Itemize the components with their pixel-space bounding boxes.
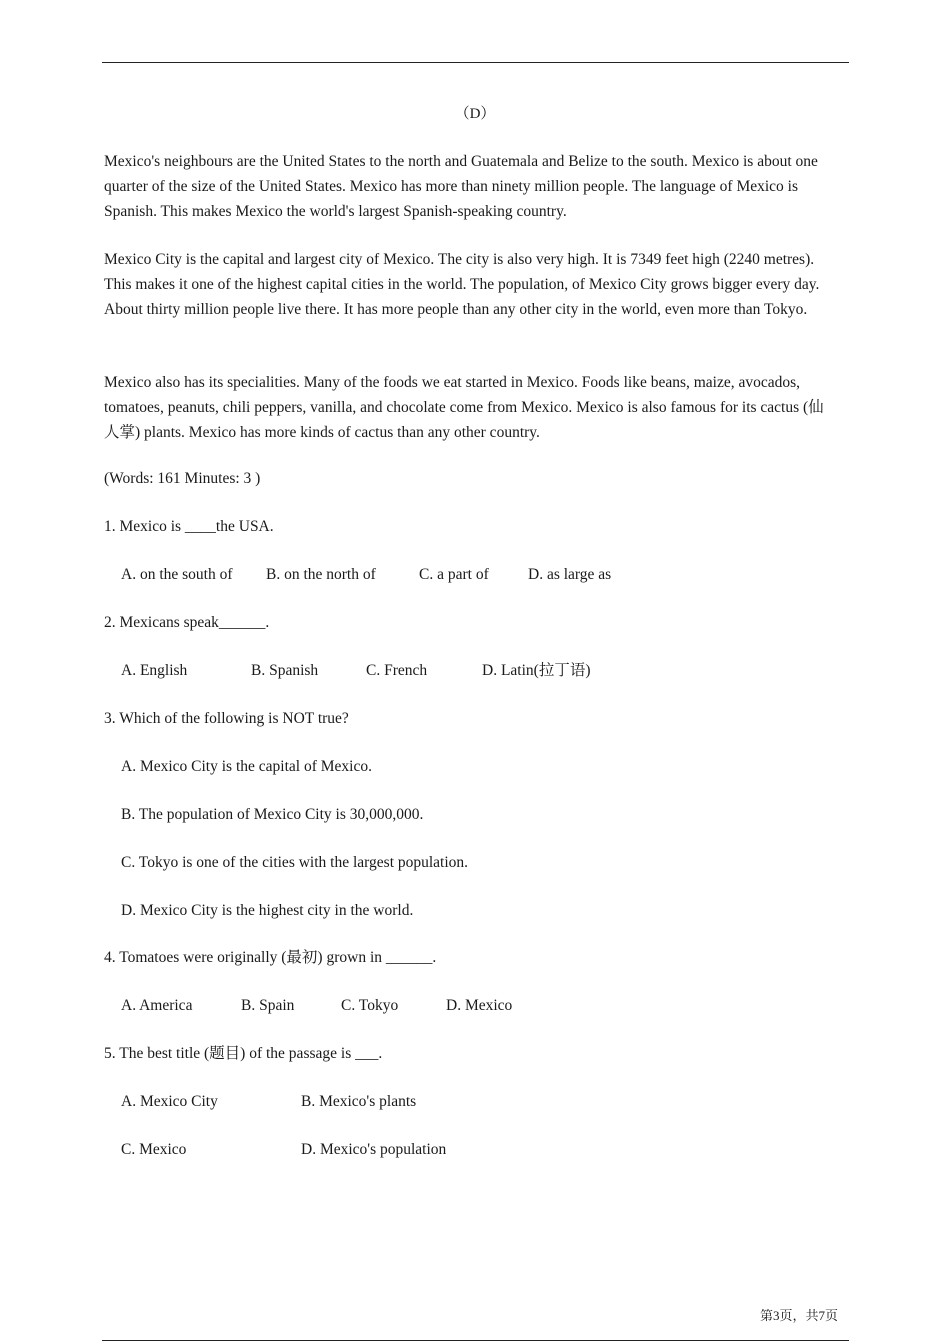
passage-paragraph-3: Mexico also has its specialities. Many of the foods we eat started in Mexico. Foods like beans, maize, avocados, tomatoes, peanuts, chili peppers, vanilla, and chocolate come from Mexico. Mexico is also famous for its cactus (仙人掌) plants. Mexico has more kinds of cactus than any other country. bbox=[104, 374, 824, 441]
question-4-option-b: B. Spain bbox=[241, 997, 295, 1014]
question-3-option-c: C. Tokyo is one of the cities with the largest population. bbox=[121, 854, 469, 871]
passage-paragraph-2: Mexico City is the capital and largest city of Mexico. The city is also very high. It is 7349 feet high (2240 metres). This makes it one of the highest capital cities in the world. The population, of Mexico City grows bigger every day. About thirty million people live there. It has more people than any other city in the world, even more than Tokyo. bbox=[104, 251, 820, 318]
question-5-stem: 5. The best title (题目) of the passage is ___. bbox=[104, 1045, 383, 1062]
question-1-stem: 1. Mexico is ____the USA. bbox=[104, 518, 274, 535]
question-3-option-d: D. Mexico City is the highest city in the world. bbox=[121, 902, 414, 919]
question-1-option-d: D. as large as bbox=[528, 566, 612, 583]
question-5-option-c: C. Mexico bbox=[121, 1141, 187, 1158]
question-2-option-d: D. Latin(拉丁语) bbox=[482, 662, 591, 679]
question-4-option-c: C. Tokyo bbox=[341, 997, 399, 1014]
section-label: （D） bbox=[454, 106, 496, 122]
question-4-option-a: A. America bbox=[121, 997, 193, 1014]
question-3-option-a: A. Mexico City is the capital of Mexico. bbox=[121, 758, 372, 775]
question-2-option-b: B. Spanish bbox=[251, 662, 319, 679]
question-2-option-a: A. English bbox=[121, 662, 188, 679]
question-4-option-d: D. Mexico bbox=[446, 997, 513, 1014]
word-count-info: (Words: 161 Minutes: 3 ) bbox=[104, 470, 261, 487]
question-5-option-b: B. Mexico's plants bbox=[301, 1093, 417, 1110]
header-rule bbox=[102, 62, 849, 63]
passage-paragraph-1: Mexico's neighbours are the United States to the north and Guatemala and Belize to the south. Mexico is about one quarter of the size of the United States. Mexico has more than ninety million people. The language of Mexico is Spanish. This makes Mexico the world's largest Spanish-speaking country. bbox=[104, 153, 818, 220]
footer-rule bbox=[102, 1340, 849, 1341]
question-4-stem: 4. Tomatoes were originally (最初) grown in ______. bbox=[104, 949, 437, 966]
question-5-option-a: A. Mexico City bbox=[121, 1093, 218, 1110]
question-3-stem: 3. Which of the following is NOT true? bbox=[104, 710, 349, 727]
question-1-option-c: C. a part of bbox=[419, 566, 489, 583]
question-3-option-b: B. The population of Mexico City is 30,000,000. bbox=[121, 806, 424, 823]
question-1-option-b: B. on the north of bbox=[266, 566, 376, 583]
page-number: 第3页，共7页 bbox=[760, 1308, 839, 1323]
question-2-stem: 2. Mexicans speak______. bbox=[104, 614, 270, 631]
question-2-option-c: C. French bbox=[366, 662, 428, 679]
question-5-option-d: D. Mexico's population bbox=[301, 1141, 447, 1158]
question-1-option-a: A. on the south of bbox=[121, 566, 233, 583]
